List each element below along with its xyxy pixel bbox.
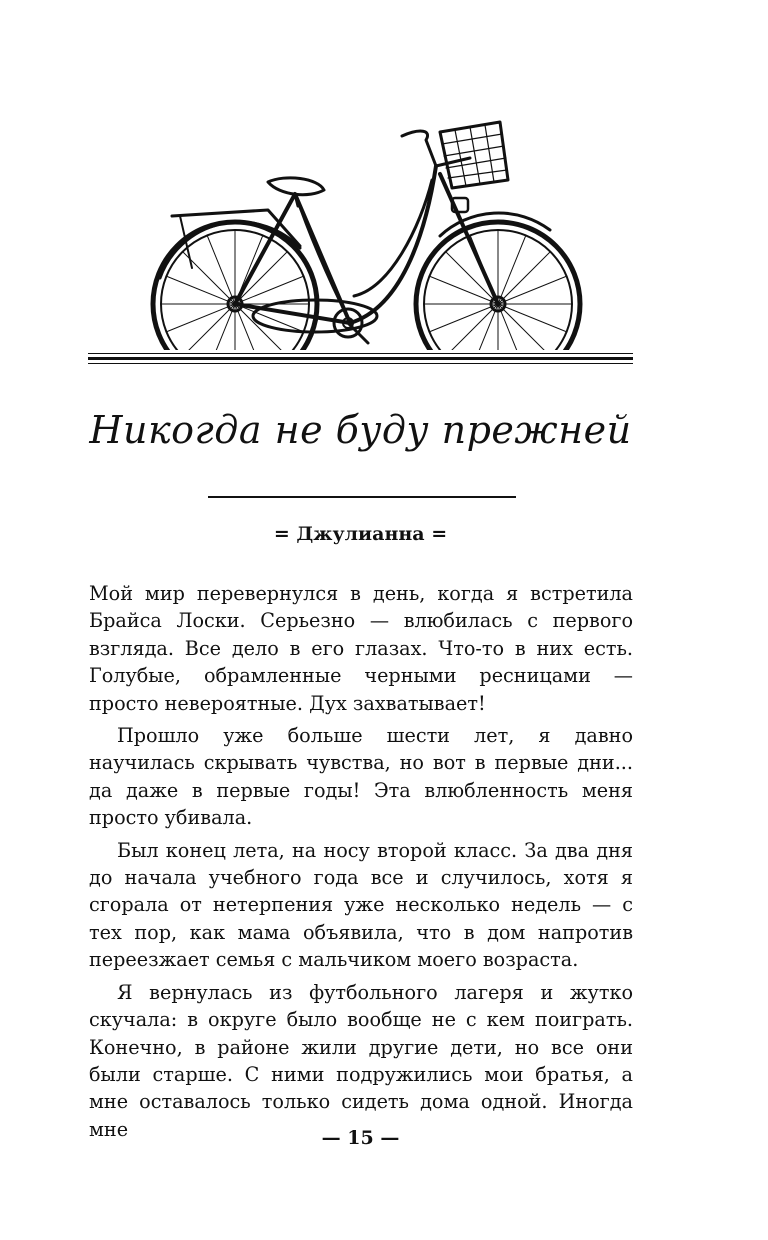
body-text: [89, 580, 633, 1148]
paragraph: Я вернулась из футбольного лагеря и жутко скучала: в округе было вообще не с кем поиграть. Конечно, в районе жили другие дети, но все они были старше. С ними подружились мои братья, а мне оставалось только сидеть дома одной. Иногда мне: [89, 980, 633, 1141]
header-rule: [88, 353, 633, 367]
paragraph: Мой мир перевернулся в день, когда я встретила Брайса Лоски. Серьезно — влюбилась с первого взгляда. Все дело в его глазах. Что-то в них есть. Голубые, обрамленные черными ресницами — просто невероятные. Дух захватывает!: [89, 582, 633, 715]
chapter-title: Никогда не буду прежней: [89, 408, 632, 452]
title-divider: [208, 496, 516, 498]
paragraph: Был конец лета, на носу второй класс. За два дня до начала учебного года все и случилось, хотя я сгорала от нетерпения уже несколько недель — с тех пор, как мама объявила, что в дом напротив переезжает семья с мальчиком моего возраста.: [89, 838, 633, 972]
narrator-heading: = Джулианна =: [273, 523, 448, 545]
page-number: — 15 —: [321, 1127, 400, 1149]
bicycle-icon: [140, 118, 592, 350]
paragraph: Прошло уже больше шести лет, я давно научилась скрывать чувства, но вот в первые дни... да даже в первые годы! Эта влюбленность меня просто убивала.: [89, 724, 633, 830]
